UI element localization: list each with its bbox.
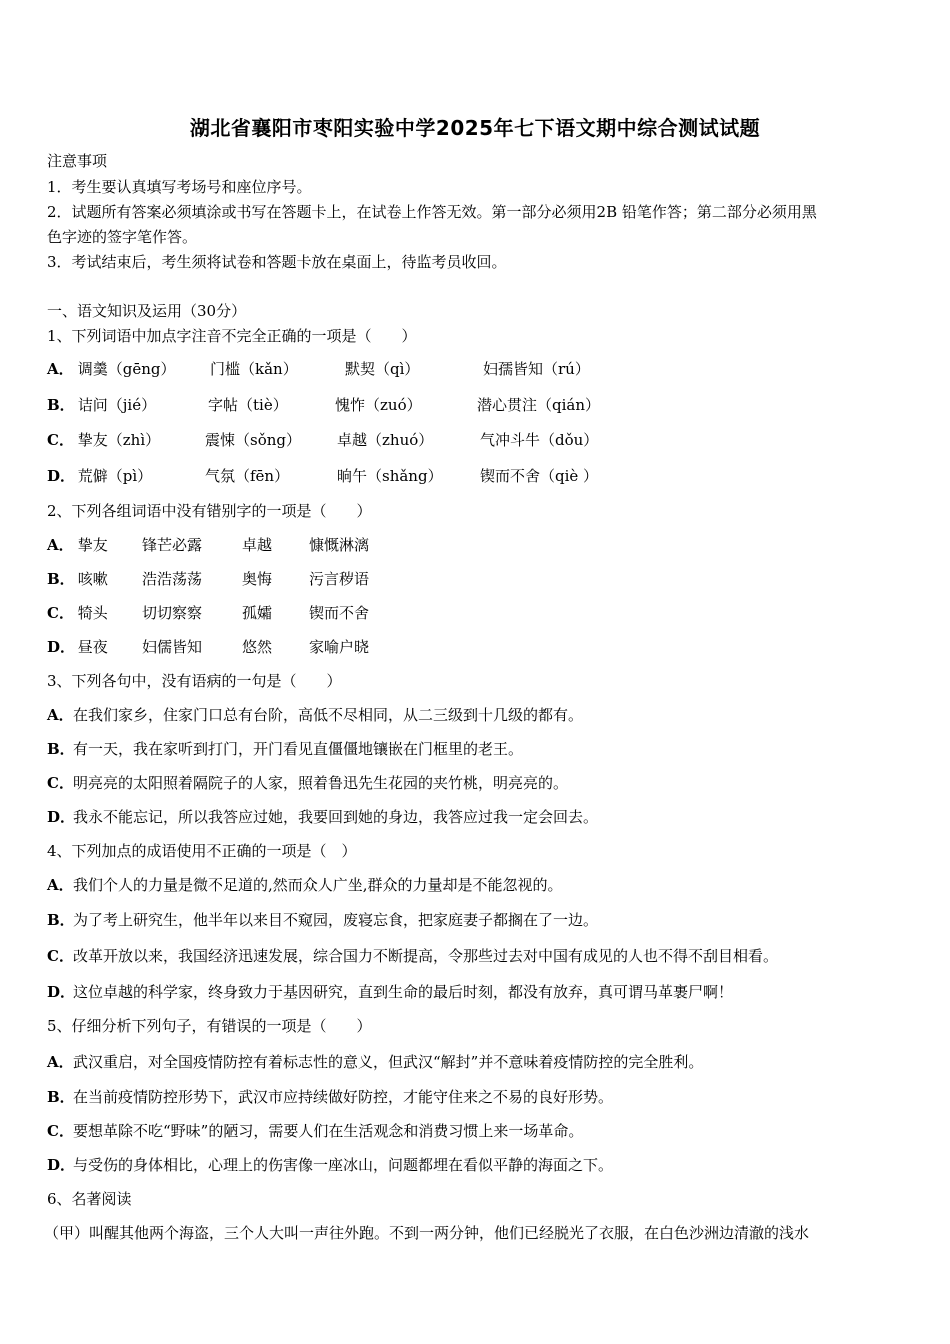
- question-2-option: [47, 603, 370, 623]
- question-2-option: [47, 637, 370, 657]
- notice-item: 1．考生要认真填写考场号和座位序号。: [47, 178, 312, 196]
- option-cell: 调羹（gēng）: [77, 360, 176, 378]
- option-label: C．: [47, 947, 74, 965]
- option-cell: 切切察察: [142, 604, 203, 622]
- option-label: D．: [47, 983, 76, 1001]
- option-label: B．: [47, 396, 75, 414]
- question-1-option: [47, 359, 590, 379]
- option-cell: 悠然: [242, 638, 273, 656]
- option-label: C．: [47, 604, 74, 622]
- question-5-option: [47, 1155, 613, 1175]
- option-cell: 浩浩荡荡: [142, 570, 203, 588]
- question-5-option: [47, 1087, 613, 1107]
- option-cell: 潜心贯注（qián）: [477, 396, 601, 414]
- section-heading: 一、语文知识及运用（30分）: [47, 302, 247, 320]
- option-text: 这位卓越的科学家，终身致力于基因研究，直到生命的最后时刻，都没有放弃，真可谓马革裹尸啊！: [73, 983, 734, 1001]
- option-label: C．: [47, 431, 74, 449]
- option-cell: 孤孀: [242, 604, 273, 622]
- option-cell: 晌午（shǎng）: [337, 467, 443, 485]
- option-cell: 默契（qì）: [345, 360, 420, 378]
- notice-heading: 注意事项: [47, 152, 108, 170]
- passage-text: （甲）叫醒其他两个海盗，三个人大叫一声往外跑。不到一两分钟，他们已经脱光了衣服，在白色沙洲边清澈的浅水: [44, 1224, 810, 1242]
- notice-item: 2．试题所有答案必须填涂或书写在答题卡上，在试卷上作答无效。第一部分必须用2B 铅笔作答；第二部分必须用黑: [47, 203, 817, 221]
- option-label: D．: [47, 467, 76, 485]
- option-cell: 气氛（fēn）: [205, 467, 290, 485]
- option-cell: 家喻户晓: [309, 638, 370, 656]
- option-label: C．: [47, 1122, 74, 1140]
- option-text: 有一天，我在家听到打门，开门看见直僵僵地镶嵌在门框里的老王。: [73, 740, 524, 758]
- option-label: A．: [47, 706, 74, 724]
- option-label: B．: [47, 1088, 75, 1106]
- option-label: C．: [47, 774, 74, 792]
- question-1-option: [47, 466, 599, 486]
- question-3-option: [47, 705, 583, 725]
- option-cell: 妇孺皆知（rú）: [483, 360, 590, 378]
- option-cell: 锲而不舍（qiè ）: [480, 467, 599, 485]
- notice-item: 色字迹的签字笔作答。: [47, 228, 198, 246]
- question-1-option: [47, 430, 599, 450]
- option-label: D．: [47, 808, 76, 826]
- notice-item: 3．考试结束后，考生须将试卷和答题卡放在桌面上，待监考员收回。: [47, 253, 507, 271]
- question-2-option: [47, 535, 370, 555]
- option-text: 与受伤的身体相比，心理上的伤害像一座冰山，问题都埋在看似平静的海面之下。: [73, 1156, 614, 1174]
- question-5-stem: 5、仔细分析下列句子，有错误的一项是（ ）: [47, 1017, 372, 1035]
- question-5-option: [47, 1121, 583, 1141]
- option-text: 我们个人的力量是微不足道的,然而众人广坐,群众的力量却是不能忽视的。: [73, 876, 563, 894]
- option-cell: 愧怍（zuó）: [335, 396, 422, 414]
- question-3-option: [47, 773, 568, 793]
- option-label: B．: [47, 570, 75, 588]
- question-4-option: [47, 875, 563, 895]
- option-text: 为了考上研究生，他半年以来目不窥园，废寝忘食，把家庭妻子都搁在了一边。: [73, 911, 599, 929]
- option-cell: 昼夜: [77, 638, 108, 656]
- option-cell: 污言秽语: [309, 570, 370, 588]
- question-5-option: [47, 1052, 703, 1072]
- question-6-stem: 6、名著阅读: [47, 1190, 132, 1208]
- question-3-stem: 3、下列各句中，没有语病的一句是（ ）: [47, 672, 342, 690]
- option-cell: 震悚（sǒng）: [205, 431, 301, 449]
- option-label: A．: [47, 536, 74, 554]
- option-cell: 字帖（tiè）: [208, 396, 288, 414]
- question-4-option: [47, 946, 778, 966]
- question-3-option: [47, 739, 523, 759]
- question-1-option: [47, 395, 601, 415]
- option-cell: 慷慨淋漓: [309, 536, 370, 554]
- question-1-stem: 1、下列词语中加点字注音不完全正确的一项是（ ）: [47, 327, 417, 345]
- option-cell: 犄头: [77, 604, 108, 622]
- option-text: 要想革除不吃“野味”的陋习，需要人们在生活观念和消费习惯上来一场革命。: [73, 1122, 584, 1140]
- option-cell: 荒僻（pì）: [77, 467, 153, 485]
- option-text: 明亮亮的太阳照着隔院子的人家，照着鲁迅先生花园的夹竹桃，明亮亮的。: [73, 774, 569, 792]
- option-cell: 咳嗽: [77, 570, 108, 588]
- option-cell: 卓越: [242, 536, 273, 554]
- option-cell: 锋芒必露: [142, 536, 203, 554]
- option-cell: 门槛（kǎn）: [210, 360, 298, 378]
- option-cell: 挚友（zhì）: [77, 431, 161, 449]
- option-label: D．: [47, 638, 76, 656]
- option-label: D．: [47, 1156, 76, 1174]
- option-cell: 奥悔: [242, 570, 273, 588]
- page-title: 湖北省襄阳市枣阳实验中学2025年七下语文期中综合测试试题: [189, 116, 761, 140]
- option-cell: 挚友: [77, 536, 108, 554]
- option-label: A．: [47, 360, 74, 378]
- question-4-option: [47, 982, 733, 1002]
- question-4-stem: 4、下列加点的成语使用不正确的一项是（ ）: [47, 842, 357, 860]
- option-cell: 卓越（zhuó）: [337, 431, 434, 449]
- option-text: 武汉重启，对全国疫情防控有着标志性的意义，但武汉“解封”并不意味着疫情防控的完全胜利。: [73, 1053, 704, 1071]
- option-label: B．: [47, 740, 75, 758]
- option-text: 改革开放以来，我国经济迅速发展，综合国力不断提高，令那些过去对中国有成见的人也不得不刮目相看。: [73, 947, 779, 965]
- question-4-option: [47, 910, 598, 930]
- option-text: 我永不能忘记，所以我答应过她，我要回到她的身边，我答应过我一定会回去。: [73, 808, 599, 826]
- question-2-option: [47, 569, 370, 589]
- question-3-option: [47, 807, 598, 827]
- option-text: 在当前疫情防控形势下，武汉市应持续做好防控，才能守住来之不易的良好形势。: [73, 1088, 614, 1106]
- option-label: A．: [47, 876, 74, 894]
- option-label: A．: [47, 1053, 74, 1071]
- option-text: 在我们家乡，住家门口总有台阶，高低不尽相同，从二三级到十几级的都有。: [73, 706, 584, 724]
- option-cell: 诘问（jié）: [77, 396, 157, 414]
- option-cell: 气冲斗牛（dǒu）: [480, 431, 599, 449]
- option-label: B．: [47, 911, 75, 929]
- option-cell: 锲而不舍: [309, 604, 370, 622]
- question-2-stem: 2、下列各组词语中没有错别字的一项是（ ）: [47, 502, 372, 520]
- option-cell: 妇儒皆知: [142, 638, 203, 656]
